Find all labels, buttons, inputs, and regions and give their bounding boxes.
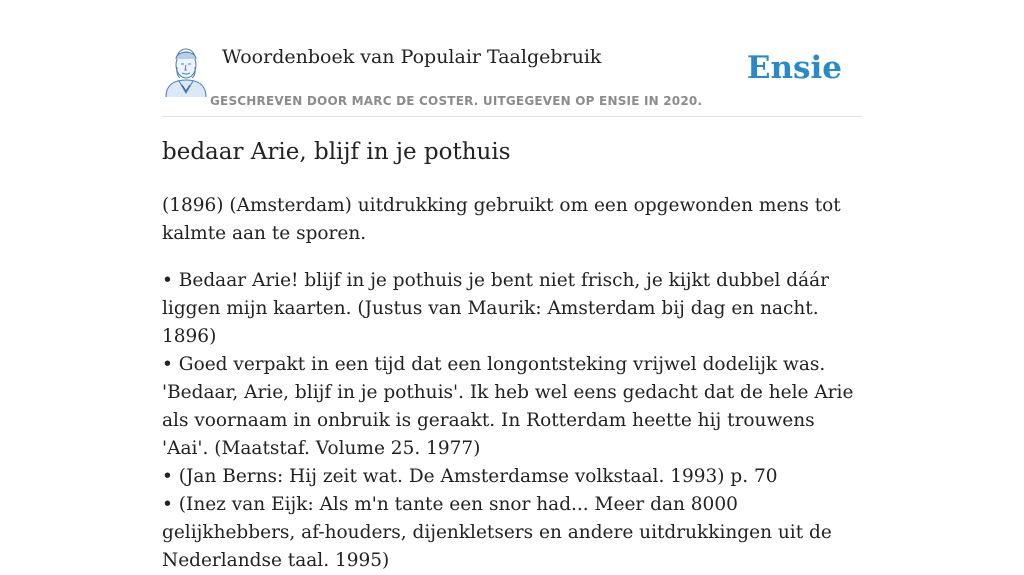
quote-item: • (Jan Berns: Hij zeit wat. De Amsterdamse volkstaal. 1993) p. 70 [162,466,778,487]
quote-item: • Goed verpakt in een tijd dat een longontsteking vrijwel dodelijk was. 'Bedaar, Arie, blijf in je pothuis'. Ik heb wel eens gedacht dat de hele Arie als voornaam in onbruik is geraakt. In Rotterdam heette hij trouwens 'Aai'. (Maatstaf. Volume 25. 1977) [162,354,854,459]
ensie-logo-link[interactable]: Ensie [746,50,842,86]
entry-title: bedaar Arie, blijf in je pothuis [162,139,511,165]
entry-definition: (1896) (Amsterdam) uitdrukking gebruikt om een opgewonden mens tot kalmte aan te sporen. [162,195,841,244]
dictionary-title[interactable]: Woordenboek van Populair Taalgebruik [222,46,602,68]
dictionary-header [162,40,862,117]
author-byline: GESCHREVEN DOOR MARC DE COSTER. UITGEGEVEN OP ENSIE IN 2020. [210,94,703,108]
author-portrait-icon [162,45,210,97]
quote-list [162,267,862,575]
quote-item: • (Inez van Eijk: Als m'n tante een snor had... Meer dan 8000 gelijkhebbers, af-houders, dijenkletsers en andere uitdrukkingen uit de Nederlandse taal. 1995) [162,494,832,571]
quote-item: • Bedaar Arie! blijf in je pothuis je bent niet frisch, je kijkt dubbel dáár liggen mijn kaarten. (Justus van Maurik: Amsterdam bij dag en nacht. 1896) [162,270,830,347]
